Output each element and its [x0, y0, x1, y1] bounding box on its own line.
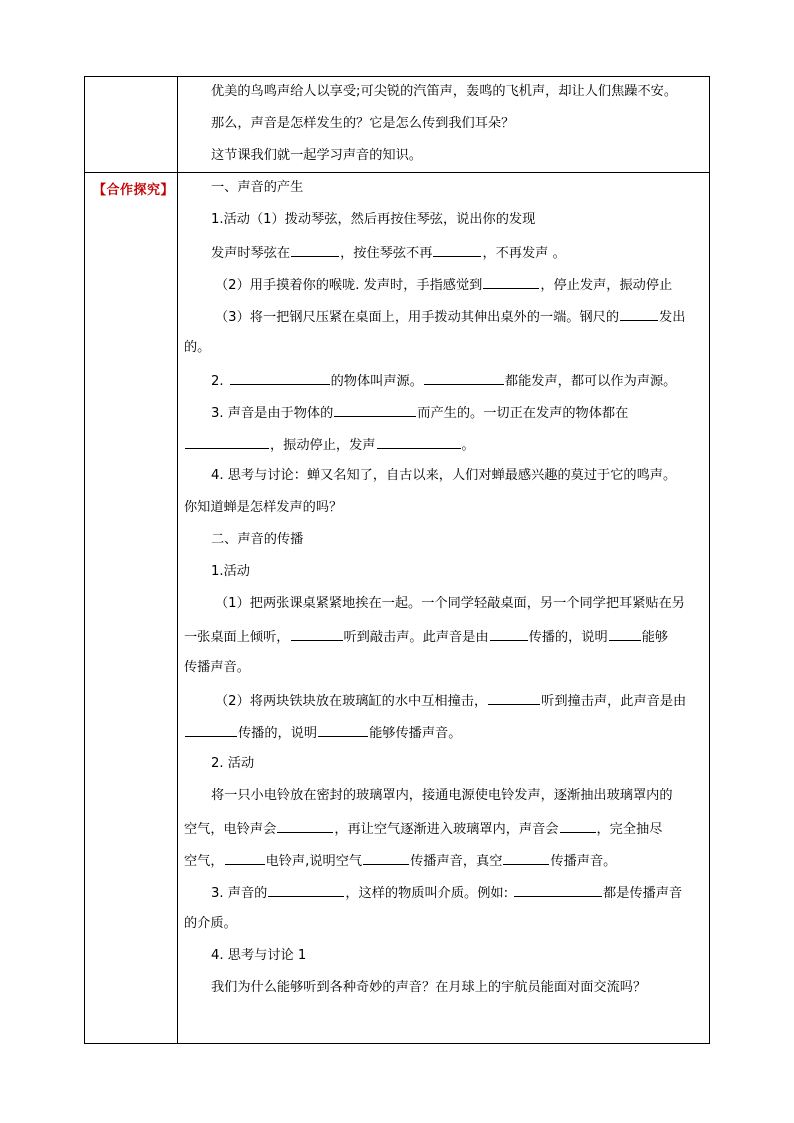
part1-activity1: 1.活动（1）拨动琴弦，然后再按住琴弦，说出你的发现 [211, 212, 536, 227]
blank[interactable] [225, 852, 265, 865]
part2-d-title: 4. 思考与讨论 1 [211, 948, 307, 963]
blank[interactable] [277, 820, 333, 833]
part2-title: 二、声音的传播 [211, 532, 304, 547]
part2-a1: （1）把两张课桌紧紧地挨在一起。一个同学轻敲桌面，另一个同学把耳紧贴在另 [215, 596, 685, 611]
section-label: 【合作探究】 [93, 183, 175, 198]
blank[interactable] [185, 436, 269, 449]
part2-a2: （2）将两块铁块放在玻璃缸的水中互相撞击， 听到撞击声，此声音是由 [215, 694, 687, 709]
column-divider [177, 77, 178, 1043]
part1-activity1-fill: 发声时琴弦在 ，按住琴弦不再 ，不再发声 。 [211, 246, 566, 261]
blank[interactable] [291, 628, 343, 641]
part2-b-cont2: 空气， 电铃声,说明空气 传播声音，真空 传播声音。 [184, 854, 617, 869]
blank[interactable] [291, 244, 339, 257]
part2-a1-cont2: 传播声音。 [184, 660, 250, 675]
intro-line-2: 那么，声音是怎样发生的？它是怎么传到我们耳朵？ [211, 116, 515, 131]
part1-title: 一、声音的产生 [211, 180, 304, 195]
blank[interactable] [230, 372, 330, 385]
blank[interactable] [433, 244, 481, 257]
blank[interactable] [318, 724, 368, 737]
blank[interactable] [490, 628, 528, 641]
blank[interactable] [334, 404, 416, 417]
blank[interactable] [483, 276, 539, 289]
part2-b: 将一只小电铃放在密封的玻璃罩内，接通电源使电铃发声，逐渐抽出玻璃罩内的 [211, 788, 673, 803]
intro-line-1: 优美的鸟鸣声给人以享受;可尖锐的汽笛声，轰鸣的飞机声，却让人们焦躁不安。 [211, 84, 678, 99]
part1-q3: 3. 声音是由于物体的 而产生的。一切正在发声的物体都在 [211, 406, 629, 421]
row-divider [85, 172, 709, 173]
blank[interactable] [488, 692, 540, 705]
part1-activity2: （2）用手摸着你的喉咙. 发声时，手指感觉到 ，停止发声，振动停止 [215, 278, 673, 293]
blank[interactable] [609, 628, 641, 641]
part1-q3-cont: ，振动停止，发声 。 [184, 436, 475, 454]
part2-d-question: 我们为什么能够听到各种奇妙的声音？在月球上的宇航员能面对面交流吗？ [211, 980, 647, 995]
blank[interactable] [185, 724, 237, 737]
part2-b-cont: 空气，电铃声会 ，再让空气逐渐进入玻璃罩内，声音会 ，完全抽尽 [184, 822, 663, 837]
blank[interactable] [377, 436, 461, 449]
part1-activity3: （3）将一把钢尺压紧在桌面上，用手拨动其伸出桌外的一端。钢尺的 发出 [215, 310, 686, 325]
part2-a2-cont: 传播的，说明 能够传播声音。 [184, 724, 461, 742]
part2-c-cont: 的介质。 [184, 916, 237, 931]
blank[interactable] [268, 884, 344, 897]
part2-activity-title: 1.活动 [211, 564, 250, 579]
intro-line-3: 这节课我们就一起学习声音的知识。 [211, 148, 422, 163]
blank[interactable] [424, 372, 504, 385]
blank[interactable] [514, 884, 602, 897]
blank[interactable] [363, 852, 409, 865]
part2-activity2-title: 2. 活动 [211, 756, 255, 771]
part1-q4: 4. 思考与讨论：蝉又名知了，自古以来，人们对蝉最感兴趣的莫过于它的鸣声。 [211, 468, 677, 483]
part2-a1-cont: 一张桌面上倾听， 听到敲击声。此声音是由 传播的，说明 能够 [184, 630, 669, 645]
part2-c: 3. 声音的 ，这样的物质叫介质。例如: 都是传播声音 [211, 886, 683, 901]
blank[interactable] [620, 308, 658, 321]
part1-activity3-cont: 的。 [184, 340, 211, 355]
part1-q2: 2. 的物体叫声源。 都能发声，都可以作为声源。 [211, 374, 677, 389]
blank[interactable] [503, 852, 549, 865]
blank[interactable] [560, 820, 596, 833]
part1-q4-cont: 你知道蝉是怎样发声的吗？ [184, 500, 343, 515]
